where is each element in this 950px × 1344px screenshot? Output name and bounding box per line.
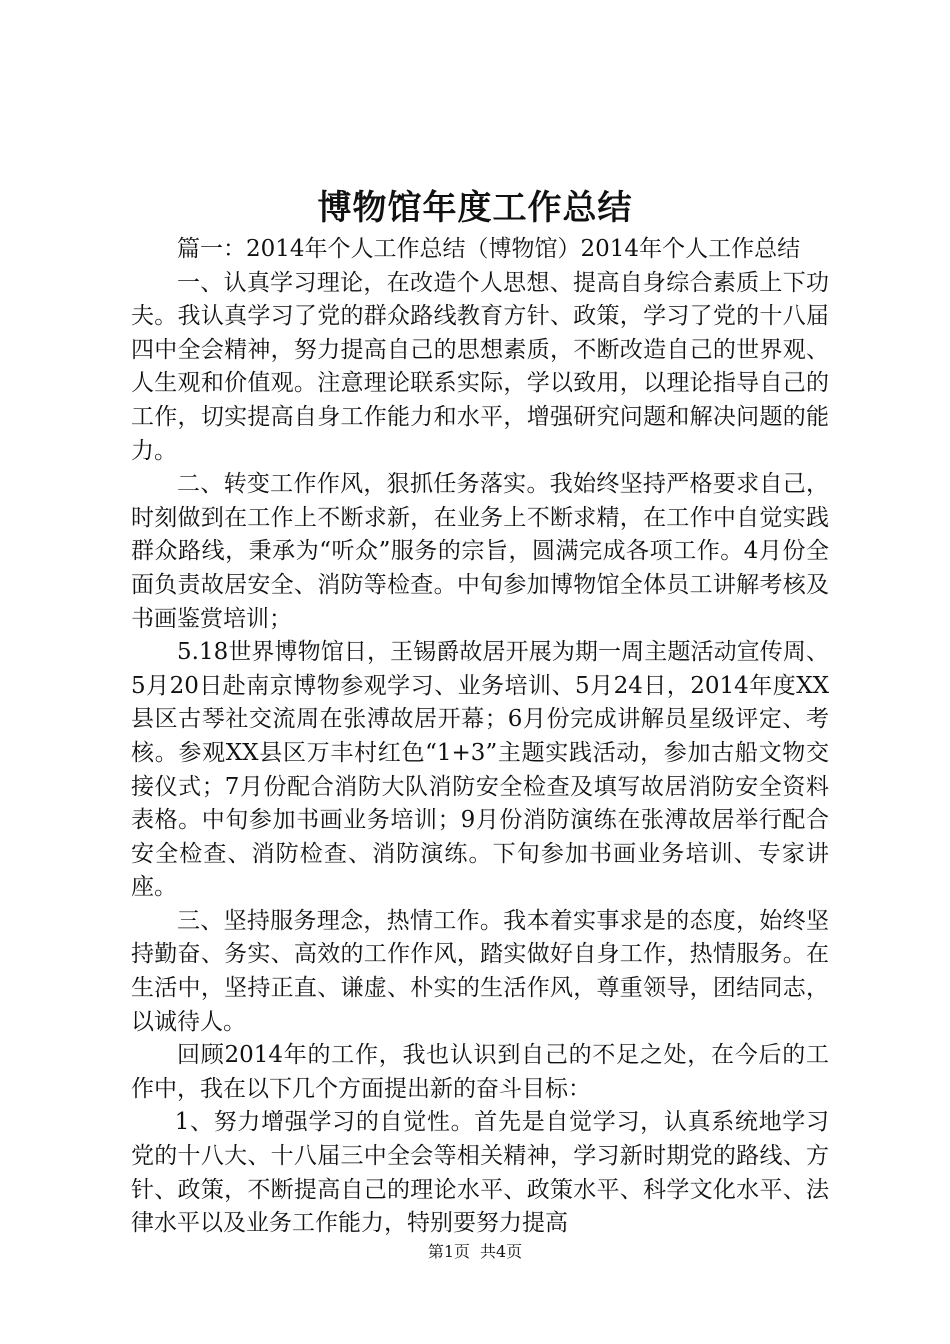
paragraph-review: 回顾2014年的工作，我也认识到自己的不足之处，在今后的工作中，我在以下几个方面提出新的奋斗目标： [131, 1042, 829, 1102]
paragraph-section-1: 一、认真学习理论，在改造个人思想、提高自身综合素质上下功夫。我认真学习了党的群众路线教育方针、政策，学习了党的十八届四中全会精神，努力提高自己的思想素质，不断改造自己的世界观、人生观和价值观。注意理论联系实际，学以致用，以理论指导自己的工作，切实提高自身工作能力和水平，增强研究问题和解决问题的能力。 [131, 269, 829, 464]
document-body [131, 233, 829, 1241]
page-total: 共4页 [480, 1242, 523, 1261]
paragraph-goal-1: 1、努力增强学习的自觉性。首先是自觉学习，认真系统地学习党的十八大、十八届三中全会等相关精神，学习新时期党的路线、方针、政策，不断提高自己的理论水平、政策水平、科学文化水平、法律水平以及业务工作能力，特别要努力提高 [131, 1109, 829, 1237]
paragraph-intro: 篇一：2014年个人工作总结（博物馆）2014年个人工作总结 [177, 236, 801, 262]
paragraph-section-3: 三、坚持服务理念，热情工作。我本着实事求是的态度，始终坚持勤奋、务实、高效的工作作风，踏实做好自身工作，热情服务。在生活中，坚持正直、谦虚、朴实的生活作风，尊重领导，团结同志，以诚待人。 [131, 907, 829, 1035]
document-title: 博物馆年度工作总结 [317, 188, 633, 228]
page-footer [0, 1240, 950, 1264]
page-number: 第1页 [427, 1242, 470, 1261]
paragraph-activities: 5.18世界博物馆日，王锡爵故居开展为期一周主题活动宣传周、5月20日赴南京博物参观学习、业务培训、5月24日，2014年度XX县区古琴社交流周在张溥故居开幕；6月份完成讲解员星级评定、考核。参观XX县区万丰村红色“1+3”主题实践活动，参加古船文物交接仪式；7月份配合消防大队消防安全检查及填写故居消防安全资料表格。中旬参加书画业务培训；9月份消防演练在张溥故居举行配合安全检查、消防检查、消防演练。下旬参加书画业务培训、专家讲座。 [131, 639, 829, 901]
paragraph-section-2: 二、转变工作作风，狠抓任务落实。我始终坚持严格要求自己，时刻做到在工作上不断求新，在业务上不断求精，在工作中自觉实践群众路线，秉承为“听众”服务的宗旨，圆满完成各项工作。4月份全面负责故居安全、消防等检查。中旬参加博物馆全体员工讲解考核及书画鉴赏培训； [131, 471, 829, 632]
